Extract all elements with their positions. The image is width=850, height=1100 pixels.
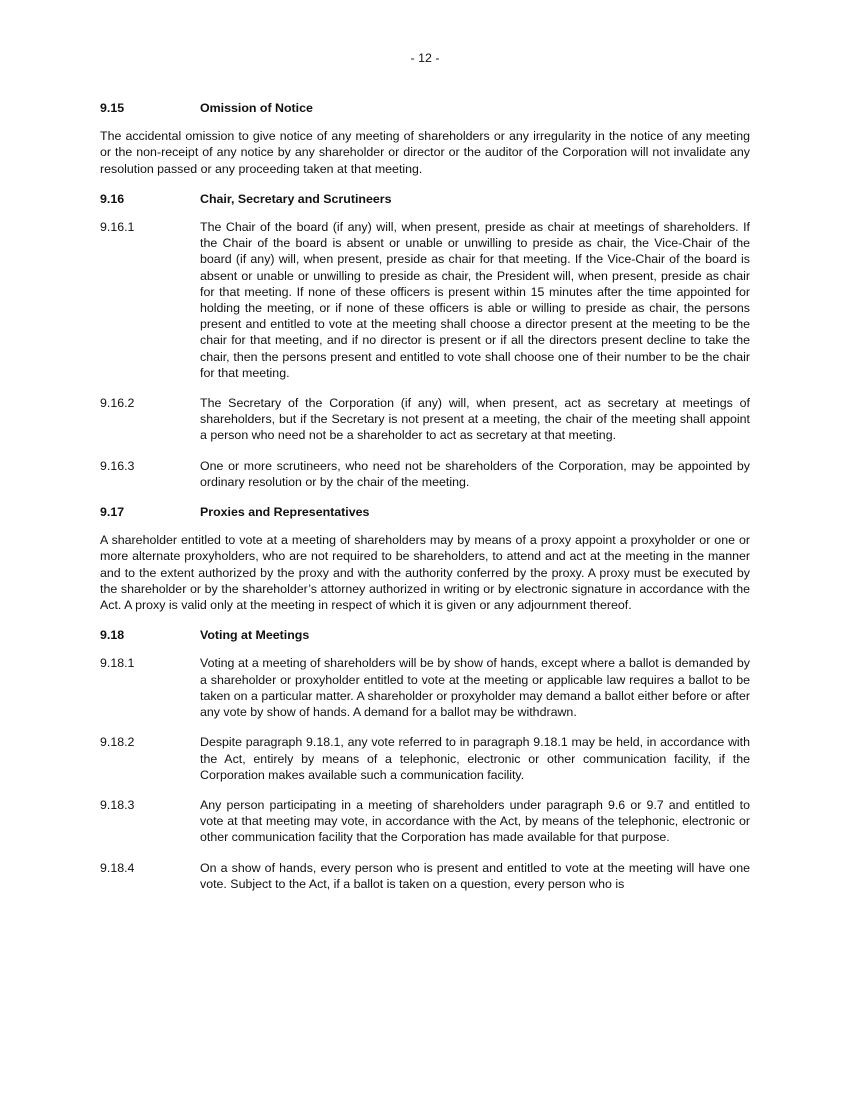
clause-number: 9.16.3 bbox=[100, 458, 135, 473]
section-number: 9.17 bbox=[100, 505, 125, 520]
section-heading-9-18 bbox=[100, 627, 750, 643]
clause-number: 9.16.2 bbox=[100, 396, 135, 411]
section-body-9-17: A shareholder entitled to vote at a meeting of shareholders may by means of a proxy appoint a proxyholder or one or more alternate proxyholders, who are not required to be shareholders, to attend and act at the meeting in the manner and to the extent authorized by the proxy and with the authority conferred by the proxy. A proxy must be executed by the shareholder or by the shareholder’s attorney authorized in writing or by electronic signature in accordance with the Act. A proxy is valid only at the meeting in respect of which it is given or any adjournment thereof. bbox=[100, 533, 750, 613]
clause-text: On a show of hands, every person who is present and entitled to vote at the meeting will have one vote. Subject to the Act, if a ballot is taken on a question, every person who is bbox=[200, 860, 750, 891]
clause-text: The Chair of the board (if any) will, when present, preside as chair at meetings of shareholders. If the Chair of the board is absent or unable or unwilling to preside as chair, the Vice-Chair of the board (if any) will, when present, preside as chair for that meeting. If the Vice-Chair of the board is absent or unable or unwilling to preside as chair, the President will, when present, preside as chair for that meeting. If none of these officers is present within 15 minutes after the time appointed for holding the meeting, or if none of these officers is able or willing to preside as chair, the persons present and entitled to vote at the meeting shall choose a director present at the meeting to be the chair for that meeting, and if no director is present or if all the directors present decline to take the chair, then the persons present and entitled to vote shall choose one of their number to be the chair for that meeting. bbox=[200, 220, 750, 380]
clause-text: Voting at a meeting of shareholders will be by show of hands, except where a ballot is demanded by a shareholder or proxyholder entitled to vote at the meeting or applicable law requires a ballot to be taken on a particular matter. A shareholder or proxyholder may demand a ballot either before or after any vote by show of hands. A demand for a ballot may be withdrawn. bbox=[200, 656, 750, 720]
clause-9-16-3 bbox=[100, 458, 750, 490]
section-title: Proxies and Representatives bbox=[200, 505, 370, 520]
clause-number: 9.18.3 bbox=[100, 797, 135, 812]
section-body-9-15: The accidental omission to give notice of any meeting of shareholders or any irregularity in the notice of any meeting or the non-receipt of any notice by any shareholder or director or the auditor of the Corporation will not invalidate any resolution passed or any proceeding taken at that meeting. bbox=[100, 129, 750, 176]
clause-9-18-3 bbox=[100, 797, 750, 846]
document-body bbox=[100, 100, 750, 906]
clause-text: Any person participating in a meeting of shareholders under paragraph 9.6 or 9.7 and entitled to vote at that meeting may vote, in accordance with the Act, by means of the telephonic, electronic or other communication facility that the Corporation has made available for that purpose. bbox=[200, 797, 750, 845]
clause-9-16-1 bbox=[100, 219, 750, 381]
section-title: Omission of Notice bbox=[200, 101, 313, 115]
clause-9-18-2 bbox=[100, 734, 750, 783]
clause-text: Despite paragraph 9.18.1, any vote referred to in paragraph 9.18.1 may be held, in accordance with the Act, entirely by means of a telephonic, electronic or other communication facility, if the Corporation makes available such a communication facility. bbox=[200, 735, 750, 782]
section-heading-9-16 bbox=[100, 191, 750, 207]
section-heading-9-15 bbox=[100, 100, 750, 116]
clause-9-18-4 bbox=[100, 860, 750, 892]
clause-text: One or more scrutineers, who need not be shareholders of the Corporation, may be appointed by ordinary resolution or by the chair of the meeting. bbox=[200, 458, 750, 489]
clause-9-18-1 bbox=[100, 655, 750, 720]
section-title: Chair, Secretary and Scrutineers bbox=[200, 191, 392, 206]
clause-number: 9.16.1 bbox=[100, 220, 135, 235]
clause-text: The Secretary of the Corporation (if any) will, when present, act as secretary at meetings of shareholders, but if the Secretary is not present at a meeting, the chair of the meeting shall appoint a person who need not be a shareholder to act as secretary at that meeting. bbox=[200, 396, 750, 443]
page-number: - 12 - bbox=[410, 51, 440, 65]
clause-number: 9.18.4 bbox=[100, 860, 135, 875]
clause-number: 9.18.2 bbox=[100, 735, 135, 750]
section-number: 9.15 bbox=[100, 101, 125, 115]
section-heading-9-17 bbox=[100, 504, 750, 520]
clause-number: 9.18.1 bbox=[100, 656, 135, 671]
section-number: 9.16 bbox=[100, 191, 125, 206]
clause-9-16-2 bbox=[100, 395, 750, 444]
section-title: Voting at Meetings bbox=[200, 628, 310, 643]
section-number: 9.18 bbox=[100, 628, 125, 643]
